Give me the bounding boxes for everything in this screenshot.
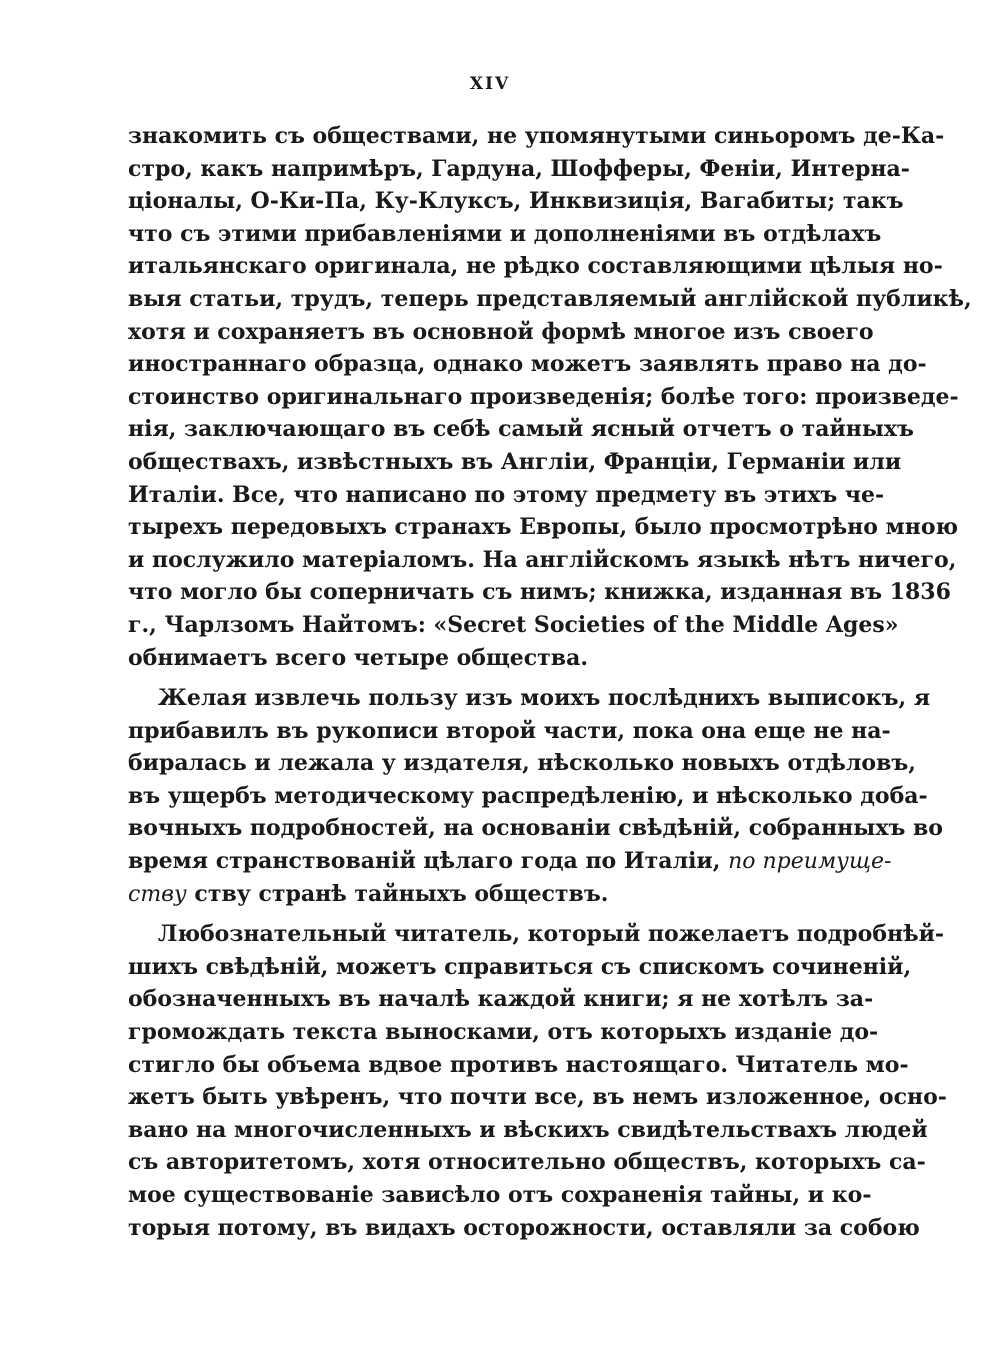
page-number: XIV bbox=[469, 74, 511, 94]
text-line: вано на многочисленныхъ и вѣскихъ свидѣтельствахъ людей bbox=[128, 1116, 928, 1143]
text-line: г., Чарлзомъ Найтомъ: «Secret Societies of the Middle Ages» bbox=[128, 611, 899, 638]
text-line: ціоналы, О-Ки-Па, Ку-Клуксъ, Инквизиція, Вагабиты; такъ bbox=[128, 188, 904, 215]
text-line: мое существованіе зависѣло отъ сохраненія тайны, и ко- bbox=[128, 1182, 872, 1208]
italic-phrase: по преимуще- bbox=[728, 849, 892, 875]
text-line: стоинство оригинальнаго произведенія; болѣе того: произведе- bbox=[128, 383, 959, 410]
text-line: обозначенныхъ въ началѣ каждой книги; я не хотѣлъ за- bbox=[128, 986, 874, 1013]
text-line: обществахъ, извѣстныхъ въ Англіи, Франціи, Германіи или bbox=[128, 448, 902, 475]
text-line: прибавилъ въ рукописи второй части, пока она еще не на- bbox=[128, 717, 891, 744]
text-line: стигло бы объема вдвое противъ настоящаго. Читатель мо- bbox=[128, 1051, 909, 1078]
text-segment: ству странѣ тайныхъ обществъ. bbox=[194, 880, 609, 907]
text-line: въ ущербъ методическому распредѣленію, и нѣсколько доба- bbox=[128, 782, 928, 809]
paragraph-1 bbox=[128, 120, 972, 674]
text-line-with-italic bbox=[128, 878, 850, 911]
text-line: нія, заключающаго въ себѣ самый ясный отчетъ о тайныхъ bbox=[128, 416, 914, 443]
text-line: Любознательный читатель, который пожелаетъ подробнѣй- bbox=[158, 921, 945, 948]
text-line: знакомить съ обществами, не упомянутыми синьоромъ де-Ка- bbox=[128, 123, 945, 149]
text-line: Италіи. Все, что написано по этому предмету въ этихъ че- bbox=[128, 481, 885, 508]
body-text bbox=[128, 120, 972, 1244]
text-line: хотя и сохраняетъ въ основной формѣ многое изъ своего bbox=[128, 318, 874, 345]
text-line: стро, какъ напримѣръ, Гардуна, Шофферы, Феніи, Интерна- bbox=[128, 155, 910, 182]
paragraph-3 bbox=[128, 918, 947, 1244]
paragraph-2 bbox=[128, 682, 943, 910]
text-line-with-italic bbox=[128, 845, 892, 878]
text-line: обнимаетъ всего четыре общества. bbox=[128, 644, 588, 671]
text-line: жетъ быть увѣренъ, что почти все, въ немъ изложенное, осно- bbox=[128, 1084, 947, 1111]
text-line: вочныхъ подробностей, на основаніи свѣдѣній, собранныхъ во bbox=[128, 815, 943, 842]
italic-phrase: ству bbox=[128, 881, 187, 907]
text-line: съ авторитетомъ, хотя относительно обществъ, которыхъ са- bbox=[128, 1149, 926, 1176]
text-segment: время странствованій цѣлаго года по Италіи, bbox=[128, 848, 721, 875]
text-line: громождать текста выносками, отъ которыхъ изданіе до- bbox=[128, 1019, 879, 1046]
text-line: и послужило матеріаломъ. На англійскомъ языкѣ нѣтъ ничего, bbox=[128, 546, 957, 573]
text-line: выя статьи, трудъ, теперь представляемый англійской публикѣ, bbox=[128, 285, 972, 312]
text-line: что могло бы соперничать съ нимъ; книжка, изданная въ 1836 bbox=[128, 579, 951, 606]
text-line: торыя потому, въ видахъ осторожности, оставляли за собою bbox=[128, 1214, 920, 1241]
text-line: Желая извлечь пользу изъ моихъ послѣднихъ выписокъ, я bbox=[158, 685, 931, 712]
text-line: биралась и лежала у издателя, нѣсколько новыхъ отдѣловъ, bbox=[128, 750, 916, 777]
text-line: итальянскаго оригинала, не рѣдко составляющими цѣлыя но- bbox=[128, 253, 943, 280]
text-line: шихъ свѣдѣній, можетъ справиться съ спискомъ сочиненій, bbox=[128, 953, 912, 980]
text-line: тырехъ передовыхъ странахъ Европы, было просмотрѣно мною bbox=[128, 514, 959, 541]
text-line: иностраннаго образца, однако можетъ заявлять право на до- bbox=[128, 351, 927, 378]
text-line: что съ этими прибавленіями и дополненіями въ отдѣлахъ bbox=[128, 220, 882, 247]
